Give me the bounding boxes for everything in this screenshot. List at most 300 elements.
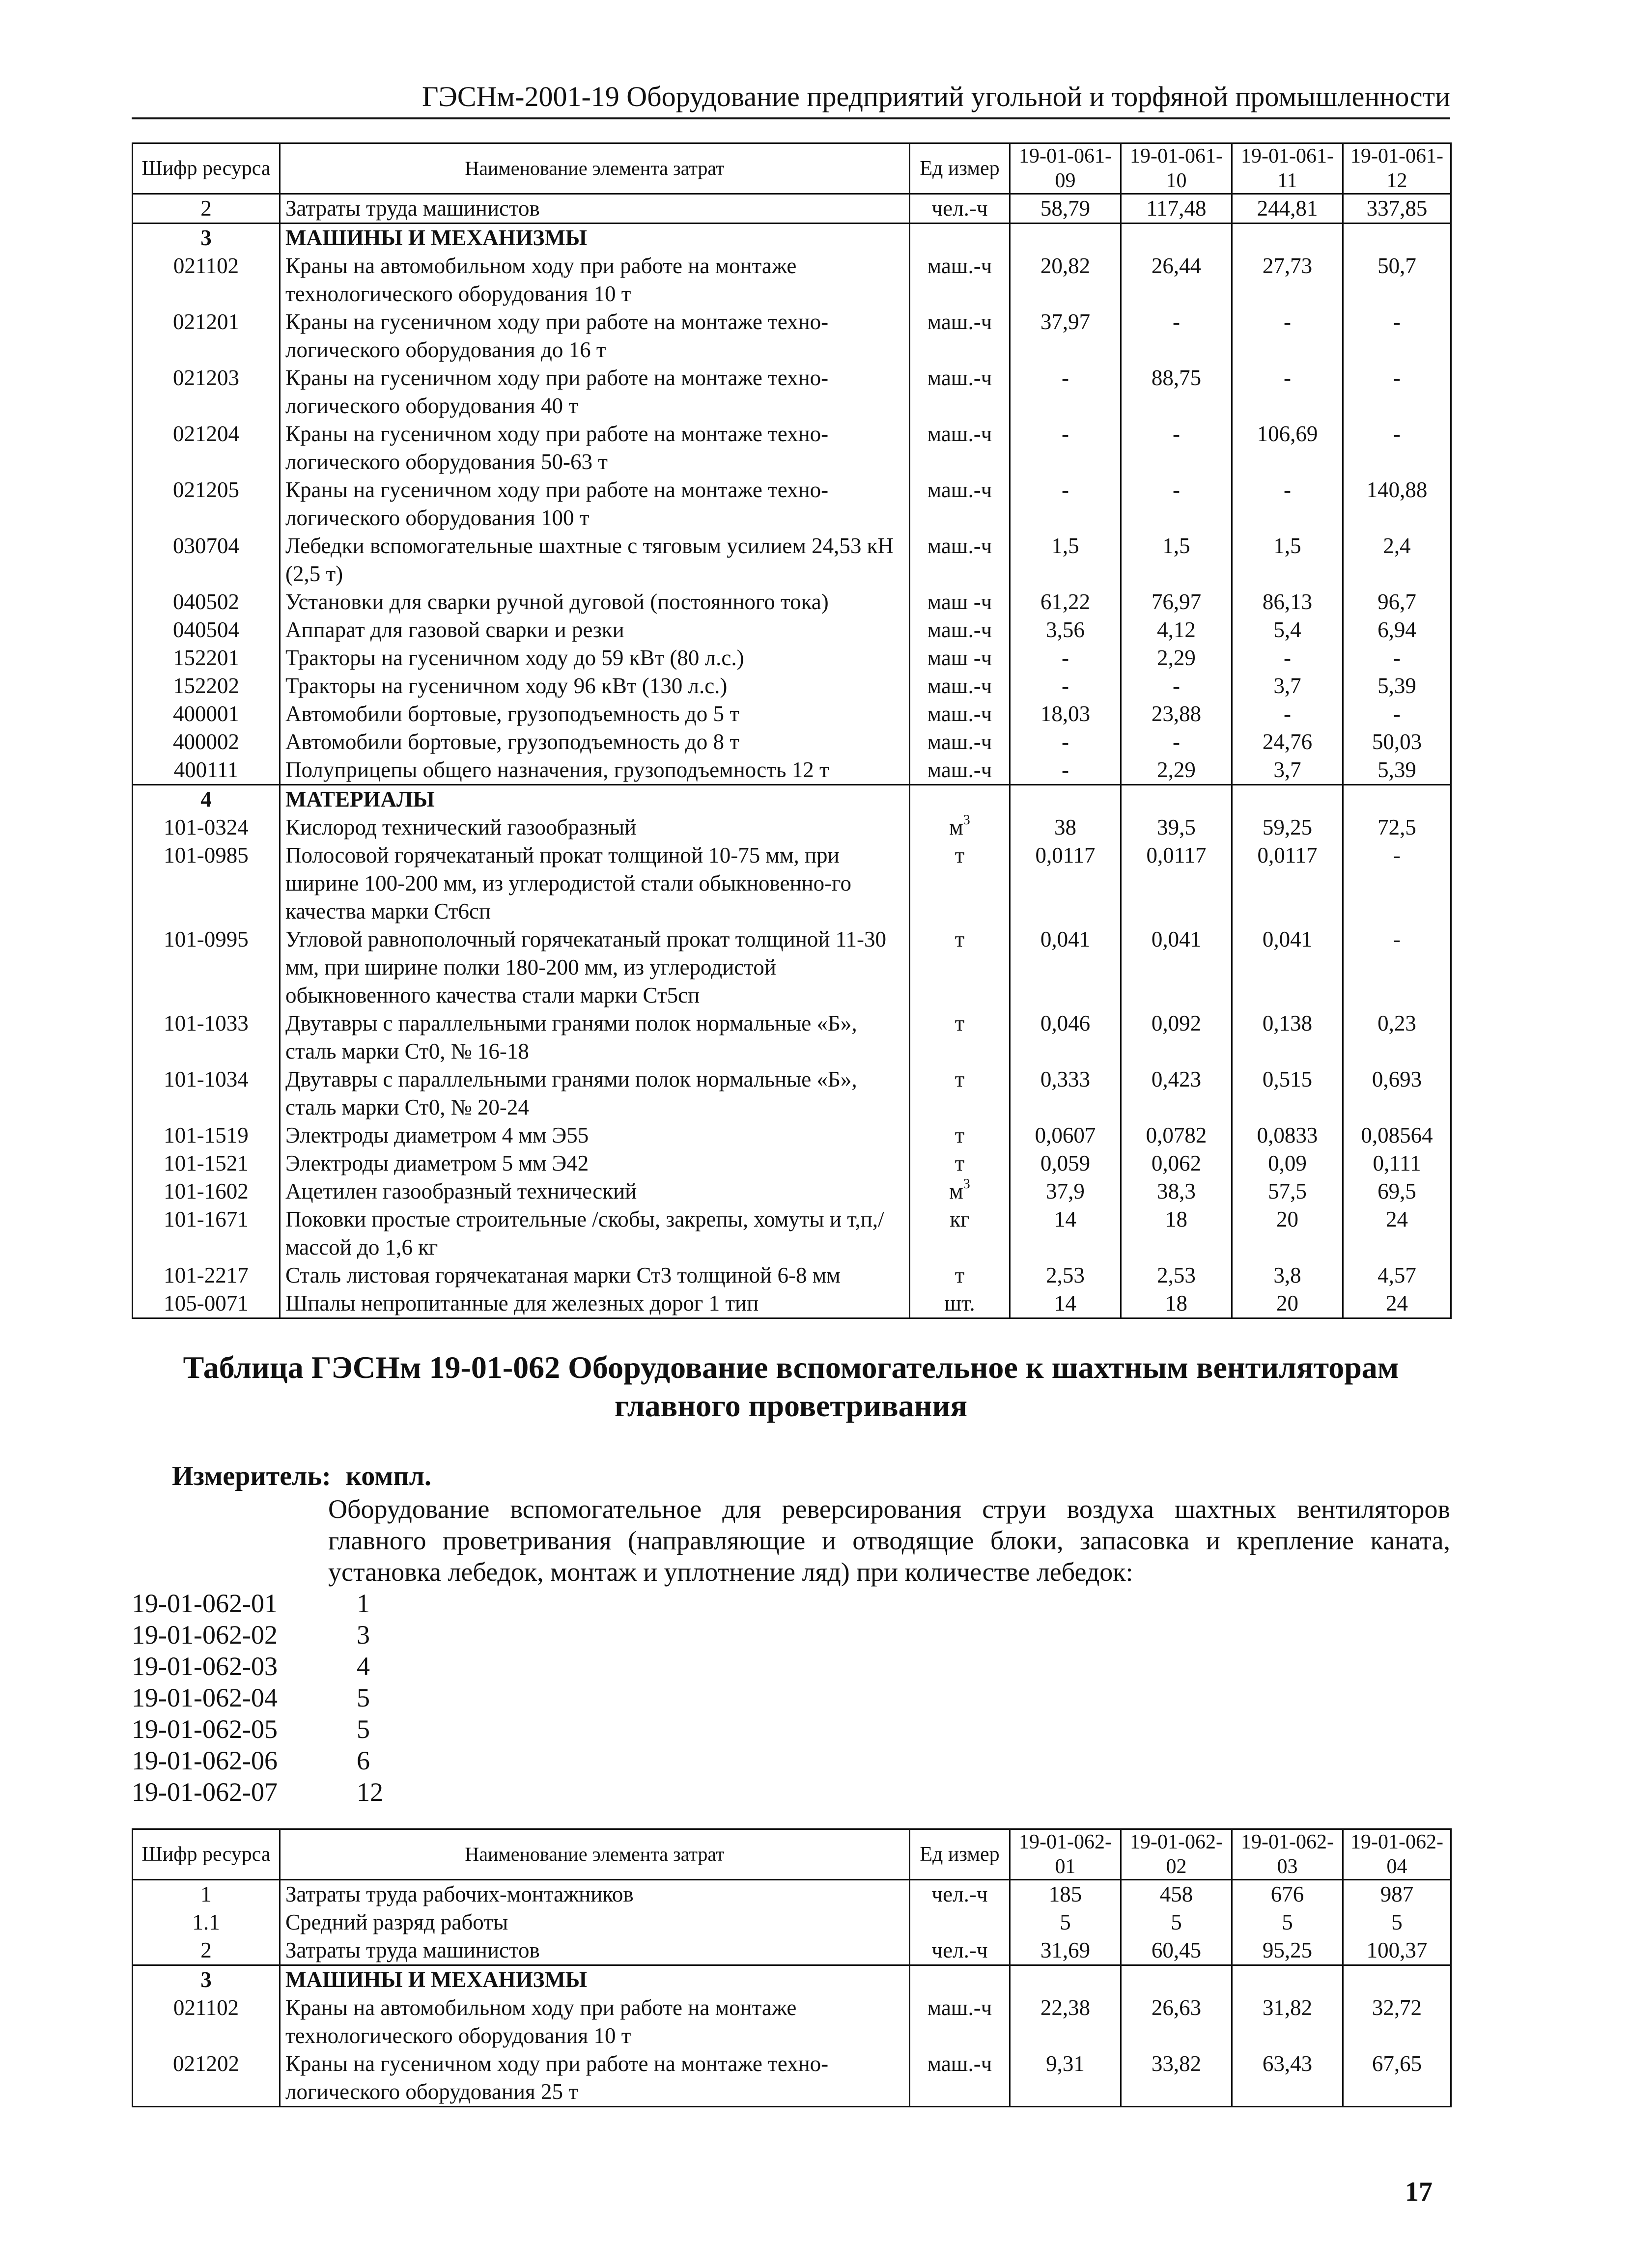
resource-code: 1 <box>133 1880 280 1909</box>
norm-value: 3,8 <box>1232 1261 1343 1289</box>
norm-value: - <box>1121 420 1232 476</box>
list-item <box>132 1713 383 1745</box>
header-norm-code: 19-01-062-03 <box>1232 1829 1343 1880</box>
norm-value: 20 <box>1232 1289 1343 1318</box>
unit: маш.-ч <box>910 1994 1010 2050</box>
resource-code: 101-0985 <box>133 841 280 925</box>
cost-element-name: Лебедки вспомогательные шахтные с тяговым усилием 24,53 кН (2,5 т) <box>280 532 910 588</box>
resource-code: 1.1 <box>133 1908 280 1936</box>
norm-value: 458 <box>1121 1880 1232 1909</box>
norm-value: - <box>1010 476 1121 532</box>
norm-code: 19-01-062-05 <box>132 1714 278 1744</box>
norm-value: 0,138 <box>1232 1009 1343 1065</box>
norm-value: 5 <box>1121 1908 1232 1936</box>
norm-value: 106,69 <box>1232 420 1343 476</box>
cost-element-name: Средний разряд работы <box>280 1908 910 1936</box>
norm-value: 14 <box>1010 1205 1121 1261</box>
norm-value: 1,5 <box>1010 532 1121 588</box>
unit: маш.-ч <box>910 700 1010 728</box>
unit: маш.-ч <box>910 252 1010 308</box>
norm-value: - <box>1010 364 1121 420</box>
resource-code: 101-0324 <box>133 813 280 841</box>
cost-element-name: Двутавры с параллельными гранями полок нормальные «Б», сталь марки Ст0, № 16-18 <box>280 1009 910 1065</box>
unit: маш.-ч <box>910 2050 1010 2107</box>
norm-value: 5,4 <box>1232 616 1343 644</box>
resource-code: 040502 <box>133 588 280 616</box>
unit <box>910 1177 1010 1205</box>
resource-code: 101-0995 <box>133 925 280 1009</box>
norm-value <box>1343 224 1451 252</box>
norm-value <box>1010 785 1121 814</box>
resource-code: 3 <box>133 1965 280 1994</box>
norm-value: 6,94 <box>1343 616 1451 644</box>
resource-code: 105-0071 <box>133 1289 280 1318</box>
norm-value: 23,88 <box>1121 700 1232 728</box>
resource-code: 030704 <box>133 532 280 588</box>
unit: т <box>910 841 1010 925</box>
header-norm-code: 19-01-062-01 <box>1010 1829 1121 1880</box>
resource-code: 101-1671 <box>133 1205 280 1261</box>
norm-value: 0,059 <box>1010 1149 1121 1177</box>
list-item <box>132 1776 383 1808</box>
measure-line <box>172 1460 431 1492</box>
table-row <box>133 1289 1451 1318</box>
table-row <box>133 813 1451 841</box>
resource-code: 400001 <box>133 700 280 728</box>
table-row <box>133 1936 1451 1965</box>
norm-value: 69,5 <box>1343 1177 1451 1205</box>
norm-value: 3,7 <box>1232 672 1343 700</box>
table-row <box>133 420 1451 476</box>
norm-value: 61,22 <box>1010 588 1121 616</box>
norm-value: - <box>1121 672 1232 700</box>
norm-value: 185 <box>1010 1880 1121 1909</box>
norm-value: 95,25 <box>1232 1936 1343 1965</box>
norm-value: 37,97 <box>1010 308 1121 364</box>
resource-code: 021204 <box>133 420 280 476</box>
table-row <box>133 1149 1451 1177</box>
unit: чел.-ч <box>910 194 1010 224</box>
resource-code: 4 <box>133 785 280 814</box>
resource-code: 021201 <box>133 308 280 364</box>
norm-value: 1,5 <box>1232 532 1343 588</box>
norm-value: 31,69 <box>1010 1936 1121 1965</box>
resource-code: 152202 <box>133 672 280 700</box>
norm-value: 96,7 <box>1343 588 1451 616</box>
norm-value: 0,062 <box>1121 1149 1232 1177</box>
unit: чел.-ч <box>910 1936 1010 1965</box>
table-title: Таблица ГЭСНм 19-01-062 Оборудование вспомогательное к шахтным вентиляторам главного проветривания <box>183 1350 1399 1423</box>
resource-code: 021202 <box>133 2050 280 2107</box>
norm-value: 2,29 <box>1121 756 1232 785</box>
cost-element-name: Краны на гусеничном ходу при работе на монтаже техно-логического оборудования 40 т <box>280 364 910 420</box>
cost-element-name: Полуприцепы общего назначения, грузоподъемность 12 т <box>280 756 910 785</box>
cost-element-name: Ацетилен газообразный технический <box>280 1177 910 1205</box>
norm-value: 5 <box>1343 1908 1451 1936</box>
norm-value: 140,88 <box>1343 476 1451 532</box>
norm-value: 0,092 <box>1121 1009 1232 1065</box>
resource-code: 400002 <box>133 728 280 756</box>
table-row <box>133 728 1451 756</box>
resource-code: 040504 <box>133 616 280 644</box>
cost-element-name: Краны на гусеничном ходу при работе на монтаже техно-логического оборудования до 16 т <box>280 308 910 364</box>
norm-value: 0,0117 <box>1232 841 1343 925</box>
cost-element-name: Тракторы на гусеничном ходу 96 кВт (130 л.с.) <box>280 672 910 700</box>
winch-count: 5 <box>357 1683 370 1712</box>
cost-element-name: МАТЕРИАЛЫ <box>280 785 910 814</box>
norm-value: 2,29 <box>1121 644 1232 672</box>
resource-code: 021203 <box>133 364 280 420</box>
norm-value: 987 <box>1343 1880 1451 1909</box>
unit: т <box>910 1261 1010 1289</box>
unit-label: м <box>949 815 963 840</box>
unit: маш.-ч <box>910 364 1010 420</box>
unit-label: м <box>949 1179 963 1204</box>
unit: маш.-ч <box>910 532 1010 588</box>
cost-element-name: Краны на автомобильном ходу при работе на монтаже технологического оборудования 10 т <box>280 1994 910 2050</box>
header-unit: Ед измер <box>910 1829 1010 1880</box>
table-row <box>133 841 1451 925</box>
norm-value: 0,09 <box>1232 1149 1343 1177</box>
header-norm-code: 19-01-061-11 <box>1232 143 1343 194</box>
resource-code: 2 <box>133 194 280 224</box>
norm-value: 0,0117 <box>1121 841 1232 925</box>
norm-value: 57,5 <box>1232 1177 1343 1205</box>
table-row <box>133 672 1451 700</box>
norm-value <box>1343 1965 1451 1994</box>
cost-element-name: Установки для сварки ручной дуговой (постоянного тока) <box>280 588 910 616</box>
norm-value: 0,333 <box>1010 1065 1121 1121</box>
norm-value: 33,82 <box>1121 2050 1232 2107</box>
norm-value: 5 <box>1232 1908 1343 1936</box>
norm-value: 3,7 <box>1232 756 1343 785</box>
norm-value: - <box>1343 420 1451 476</box>
norm-value: 39,5 <box>1121 813 1232 841</box>
unit: маш.-ч <box>910 420 1010 476</box>
norm-code: 19-01-062-04 <box>132 1683 278 1712</box>
header-norm-code: 19-01-062-02 <box>1121 1829 1232 1880</box>
unit: чел.-ч <box>910 1880 1010 1909</box>
code-list <box>132 1588 383 1808</box>
norm-value: 18,03 <box>1010 700 1121 728</box>
unit: маш.-ч <box>910 672 1010 700</box>
norm-value: - <box>1343 841 1451 925</box>
norm-value: - <box>1343 700 1451 728</box>
norm-value: 38,3 <box>1121 1177 1232 1205</box>
table-row <box>133 194 1451 224</box>
norm-value: 32,72 <box>1343 1994 1451 2050</box>
cost-element-name: Электроды диаметром 4 мм Э55 <box>280 1121 910 1149</box>
norm-value: - <box>1232 644 1343 672</box>
list-item <box>132 1682 383 1713</box>
unit: т <box>910 925 1010 1009</box>
norm-value: - <box>1232 364 1343 420</box>
list-item <box>132 1651 383 1682</box>
norm-value: 20 <box>1232 1205 1343 1261</box>
cost-element-name: Краны на гусеничном ходу при работе на монтаже техно-логического оборудования 50-63 т <box>280 420 910 476</box>
table-row <box>133 700 1451 728</box>
norm-value: 2,53 <box>1010 1261 1121 1289</box>
norm-value: 5 <box>1010 1908 1121 1936</box>
norm-value <box>1232 224 1343 252</box>
cost-element-name: Аппарат для газовой сварки и резки <box>280 616 910 644</box>
cost-element-name: Поковки простые строительные /скобы, закрепы, хомуты и т,п,/ массой до 1,6 кг <box>280 1205 910 1261</box>
table-row <box>133 476 1451 532</box>
norm-value <box>1010 1965 1121 1994</box>
norm-value: - <box>1121 728 1232 756</box>
list-item <box>132 1588 383 1619</box>
table-row <box>133 308 1451 364</box>
winch-count: 1 <box>357 1589 370 1618</box>
cost-element-name: Затраты труда машинистов <box>280 194 910 224</box>
table-row <box>133 1065 1451 1121</box>
header-resource-code: Шифр ресурса <box>133 1829 280 1880</box>
norm-code: 19-01-062-07 <box>132 1777 278 1807</box>
norm-value: 337,85 <box>1343 194 1451 224</box>
norm-value: 38 <box>1010 813 1121 841</box>
unit: маш.-ч <box>910 728 1010 756</box>
resource-code: 152201 <box>133 644 280 672</box>
cost-element-name: МАШИНЫ И МЕХАНИЗМЫ <box>280 224 910 252</box>
norm-value: - <box>1010 644 1121 672</box>
unit: маш.-ч <box>910 756 1010 785</box>
norm-code: 19-01-062-01 <box>132 1589 278 1618</box>
norm-value <box>1232 785 1343 814</box>
cost-element-name: Сталь листовая горячекатаная марки Ст3 толщиной 6-8 мм <box>280 1261 910 1289</box>
norm-value: 26,44 <box>1121 252 1232 308</box>
norm-value <box>1343 785 1451 814</box>
resource-code: 2 <box>133 1936 280 1965</box>
page-number: 17 <box>1405 2177 1433 2207</box>
unit: т <box>910 1009 1010 1065</box>
norm-value: 0,693 <box>1343 1065 1451 1121</box>
unit-exponent: 3 <box>963 1176 970 1192</box>
table-row <box>133 588 1451 616</box>
norm-value <box>1010 224 1121 252</box>
norm-value: 24 <box>1343 1289 1451 1318</box>
table-row <box>133 1009 1451 1065</box>
norm-value: 18 <box>1121 1289 1232 1318</box>
measure-label: Измеритель: <box>172 1461 331 1491</box>
cost-element-name: Краны на гусеничном ходу при работе на монтаже техно-логического оборудования 25 т <box>280 2050 910 2107</box>
cost-element-name: Кислород технический газообразный <box>280 813 910 841</box>
unit <box>910 1965 1010 1994</box>
resource-code: 101-1602 <box>133 1177 280 1205</box>
unit: т <box>910 1121 1010 1149</box>
resource-code: 021205 <box>133 476 280 532</box>
norm-value: 100,37 <box>1343 1936 1451 1965</box>
cost-element-name: Шпалы непропитанные для железных дорог 1 тип <box>280 1289 910 1318</box>
norm-value: 50,03 <box>1343 728 1451 756</box>
norm-value: 244,81 <box>1232 194 1343 224</box>
norm-value: - <box>1010 756 1121 785</box>
table-row <box>133 532 1451 588</box>
cost-element-name: МАШИНЫ И МЕХАНИЗМЫ <box>280 1965 910 1994</box>
norm-value: 50,7 <box>1343 252 1451 308</box>
norm-value: 0,423 <box>1121 1065 1232 1121</box>
norm-code: 19-01-062-02 <box>132 1620 278 1650</box>
norm-value: 20,82 <box>1010 252 1121 308</box>
norm-value: 60,45 <box>1121 1936 1232 1965</box>
norm-value: 2,4 <box>1343 532 1451 588</box>
norm-value: 4,57 <box>1343 1261 1451 1289</box>
norm-code: 19-01-062-03 <box>132 1652 278 1681</box>
resource-table-062 <box>132 1828 1452 2107</box>
norm-value: - <box>1232 308 1343 364</box>
norm-value <box>1121 1965 1232 1994</box>
table-row <box>133 224 1451 252</box>
norm-value: 14 <box>1010 1289 1121 1318</box>
cost-element-name: Автомобили бортовые, грузоподъемность до 8 т <box>280 728 910 756</box>
list-item <box>132 1745 383 1776</box>
norm-value: 117,48 <box>1121 194 1232 224</box>
norm-value: 27,73 <box>1232 252 1343 308</box>
resource-code: 101-1521 <box>133 1149 280 1177</box>
unit <box>910 785 1010 814</box>
winch-count: 3 <box>357 1620 370 1650</box>
norm-value: 4,12 <box>1121 616 1232 644</box>
table-row <box>133 925 1451 1009</box>
norm-value: 67,65 <box>1343 2050 1451 2107</box>
norm-value: - <box>1010 420 1121 476</box>
unit: маш.-ч <box>910 476 1010 532</box>
table-row <box>133 644 1451 672</box>
cost-element-name: Угловой равнополочный горячекатаный прокат толщиной 11-30 мм, при ширине полки 180-200 мм, из углеродистой обыкновенного качества стали марки Ст5сп <box>280 925 910 1009</box>
resource-code: 101-1519 <box>133 1121 280 1149</box>
norm-value: 2,53 <box>1121 1261 1232 1289</box>
page-header: ГЭСНм-2001-19 Оборудование предприятий угольной и торфяной промышленности <box>132 80 1450 119</box>
table-row <box>133 616 1451 644</box>
unit: маш.-ч <box>910 308 1010 364</box>
header-cost-element: Наименование элемента затрат <box>280 143 910 194</box>
unit: маш -ч <box>910 644 1010 672</box>
norm-value: 86,13 <box>1232 588 1343 616</box>
unit: маш.-ч <box>910 616 1010 644</box>
table-row <box>133 252 1451 308</box>
norm-value: 0,041 <box>1010 925 1121 1009</box>
norm-value: 0,041 <box>1121 925 1232 1009</box>
norm-value: 24,76 <box>1232 728 1343 756</box>
table-row <box>133 756 1451 785</box>
table-row <box>133 1205 1451 1261</box>
norm-value <box>1232 1965 1343 1994</box>
unit <box>910 224 1010 252</box>
norm-value: 24 <box>1343 1205 1451 1261</box>
norm-code: 19-01-062-06 <box>132 1746 278 1775</box>
cost-element-name: Двутавры с параллельными гранями полок нормальные «Б», сталь марки Ст0, № 20-24 <box>280 1065 910 1121</box>
norm-value: 5,39 <box>1343 672 1451 700</box>
norm-value: - <box>1121 476 1232 532</box>
norm-value: 18 <box>1121 1205 1232 1261</box>
cost-element-name: Краны на автомобильном ходу при работе на монтаже технологического оборудования 10 т <box>280 252 910 308</box>
unit: шт. <box>910 1289 1010 1318</box>
norm-value: - <box>1232 700 1343 728</box>
table-row <box>133 2050 1451 2107</box>
norm-value: - <box>1343 364 1451 420</box>
header-norm-code: 19-01-062-04 <box>1343 1829 1451 1880</box>
table-row <box>133 364 1451 420</box>
cost-element-name: Полосовой горячекатаный прокат толщиной 10-75 мм, при ширине 100-200 мм, из углеродистой стали обыкновенно-го качества марки Ст6сп <box>280 841 910 925</box>
norm-value: - <box>1010 728 1121 756</box>
unit: маш -ч <box>910 588 1010 616</box>
winch-count: 4 <box>357 1652 370 1681</box>
table-row <box>133 1994 1451 2050</box>
table-row <box>133 1965 1451 1994</box>
header-norm-code: 19-01-061-09 <box>1010 143 1121 194</box>
norm-value <box>1121 785 1232 814</box>
header-cost-element: Наименование элемента затрат <box>280 1829 910 1880</box>
resource-code: 101-1034 <box>133 1065 280 1121</box>
header-unit: Ед измер <box>910 143 1010 194</box>
norm-value: - <box>1010 672 1121 700</box>
table-row <box>133 1880 1451 1909</box>
norm-value: 22,38 <box>1010 1994 1121 2050</box>
norm-value: 0,515 <box>1232 1065 1343 1121</box>
norm-value: 0,23 <box>1343 1009 1451 1065</box>
cost-element-name: Затраты труда машинистов <box>280 1936 910 1965</box>
unit <box>910 813 1010 841</box>
norm-value: 58,79 <box>1010 194 1121 224</box>
norm-value <box>1121 224 1232 252</box>
norm-value: 0,041 <box>1232 925 1343 1009</box>
unit: т <box>910 1149 1010 1177</box>
norm-value: - <box>1343 925 1451 1009</box>
header-norm-code: 19-01-061-10 <box>1121 143 1232 194</box>
list-item <box>132 1619 383 1651</box>
winch-count: 5 <box>357 1714 370 1744</box>
norm-value: 3,56 <box>1010 616 1121 644</box>
measure-value: компл. <box>345 1461 432 1491</box>
norm-value: 0,0782 <box>1121 1121 1232 1149</box>
norm-value: 76,97 <box>1121 588 1232 616</box>
unit: кг <box>910 1205 1010 1261</box>
norm-value: 5,39 <box>1343 756 1451 785</box>
header-resource-code: Шифр ресурса <box>133 143 280 194</box>
unit-exponent: 3 <box>963 812 970 828</box>
resource-code: 101-2217 <box>133 1261 280 1289</box>
resource-code: 3 <box>133 224 280 252</box>
table-row <box>133 1177 1451 1205</box>
norm-value: 63,43 <box>1232 2050 1343 2107</box>
cost-element-name: Краны на гусеничном ходу при работе на монтаже техно-логического оборудования 100 т <box>280 476 910 532</box>
norm-value: 0,0833 <box>1232 1121 1343 1149</box>
norm-value: 0,0607 <box>1010 1121 1121 1149</box>
table-row <box>133 1121 1451 1149</box>
description: Оборудование вспомогательное для реверсирования струи воздуха шахтных вентиляторов главного проветривания (направляющие и отводящие блоки, запасовка и крепление каната, установка лебедок, монтаж и уплотнение ляд) при количестве лебедок: <box>328 1494 1450 1587</box>
cost-element-name: Затраты труда рабочих-монтажников <box>280 1880 910 1909</box>
norm-value: 88,75 <box>1121 364 1232 420</box>
norm-value: 1,5 <box>1121 532 1232 588</box>
norm-value: 31,82 <box>1232 1994 1343 2050</box>
norm-value: 676 <box>1232 1880 1343 1909</box>
resource-code: 021102 <box>133 1994 280 2050</box>
norm-value: 0,111 <box>1343 1149 1451 1177</box>
table-row <box>133 785 1451 814</box>
norm-value: - <box>1232 476 1343 532</box>
norm-value: - <box>1121 308 1232 364</box>
norm-value: 26,63 <box>1121 1994 1232 2050</box>
table-row <box>133 1908 1451 1936</box>
resource-table-061 <box>132 142 1452 1319</box>
resource-code: 021102 <box>133 252 280 308</box>
header-norm-code: 19-01-061-12 <box>1343 143 1451 194</box>
norm-value: 0,0117 <box>1010 841 1121 925</box>
norm-value: 37,9 <box>1010 1177 1121 1205</box>
unit <box>910 1908 1010 1936</box>
winch-count: 6 <box>357 1746 370 1775</box>
resource-code: 400111 <box>133 756 280 785</box>
norm-value: 0,046 <box>1010 1009 1121 1065</box>
